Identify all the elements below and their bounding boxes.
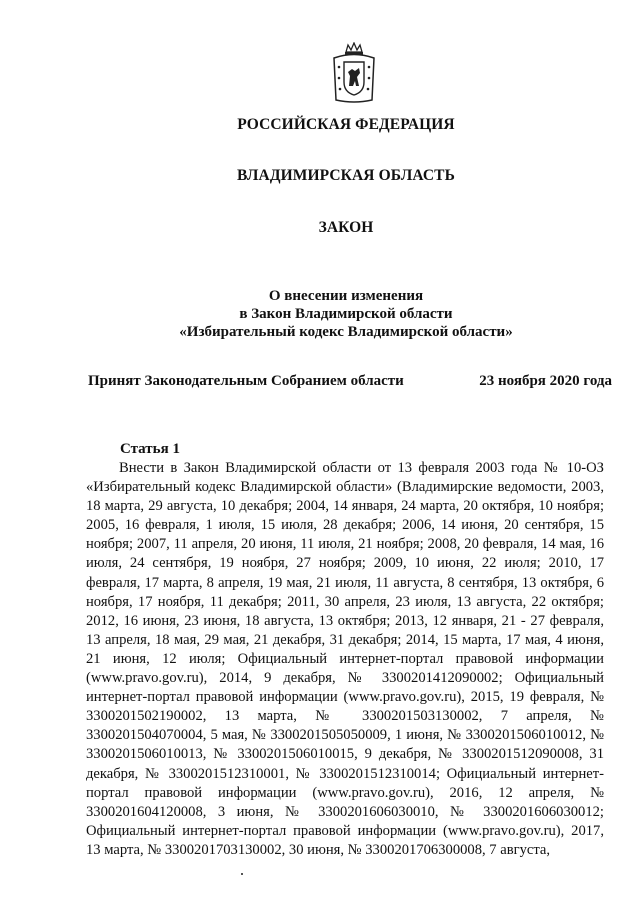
country-heading: РОССИЙСКАЯ ФЕДЕРАЦИЯ [237, 116, 455, 133]
article-title: Статья 1 [120, 441, 180, 457]
article-body [86, 459, 604, 860]
subject-line-2: в Закон Владимирской области [239, 306, 453, 322]
subject-line-1: О внесении изменения [268, 288, 424, 304]
page-mark [241, 873, 243, 875]
document-type-heading: ЗАКОН [318, 219, 374, 236]
adopting-body: Принят Законодательным Собранием области [88, 373, 404, 389]
region-heading: ВЛАДИМИРСКАЯ ОБЛАСТЬ [237, 167, 455, 184]
coat-of-arms-emblem [328, 42, 380, 104]
law-subject [26, 287, 640, 341]
adoption-date: 23 ноября 2020 года [479, 373, 612, 389]
adoption-line [88, 373, 612, 390]
subject-line-3: «Избирательный кодекс Владимирской области» [179, 324, 513, 340]
article-paragraph: Внести в Закон Владимирской области от 13 февраля 2003 года № 10-ОЗ «Избирательный кодекс Владимирской области» (Владимирские ведомости, 2003, 18 марта, 29 августа, 10 декабря; 2004, 14 января, 24 марта, 20 октября, 10 ноября; 2005, 16 февраля, 1 июля, 15 июля, 28 декабря; 2006, 14 июня, 20 сентября, 15 ноября; 2007, 11 апреля, 20 июня, 11 июля, 21 ноября; 2008, 20 февраля, 14 мая, 16 июля, 24 сентября, 19 ноября, 27 ноября; 2009, 10 июня, 22 июля; 2010, 17 февраля, 17 марта, 8 апреля, 19 мая, 21 июля, 11 августа, 8 сентября, 13 октября, 6 ноября, 17 ноября, 11 декабря; 2011, 30 апреля, 23 июля, 13 августа, 22 октября; 2012, 16 июня, 23 июня, 18 августа, 13 октября; 2013, 12 января, 21 - 27 февраля, 13 апреля, 18 мая, 29 мая, 21 декабря, 31 декабря; 2014, 15 марта, 17 мая, 4 июня, 21 июня, 12 июля; Официальный интернет-портал правовой информации (www.pravo.gov.ru), 2014, 9 декабря, № 3300201412090002; Официальный интернет-портал правовой информации (www.pravo.gov.ru), 2015, 19 февраля, № 3300201502190002, 13 марта, № 3300201503130002, 7 апреля, № 3300201504070004, 5 мая, № 3300201505050009, 1 июня, № 3300201506010012, № 3300201506010013, № 3300201506010015, 9 декабря, № 3300201512090008, 31 декабря, № 3300201512310001, № 3300201512310014; Официальный интернет-портал правовой информации (www.pravo.gov.ru), 2016, 12 апреля, № 3300201604120008, 3 июня, № 3300201606030010, № 3300201606030012; Официальный интернет-портал правовой информации (www.pravo.gov.ru), 2017, 13 марта, № 3300201703130002, 30 июня, № 3300201706300008, 7 августа, [86, 460, 604, 858]
